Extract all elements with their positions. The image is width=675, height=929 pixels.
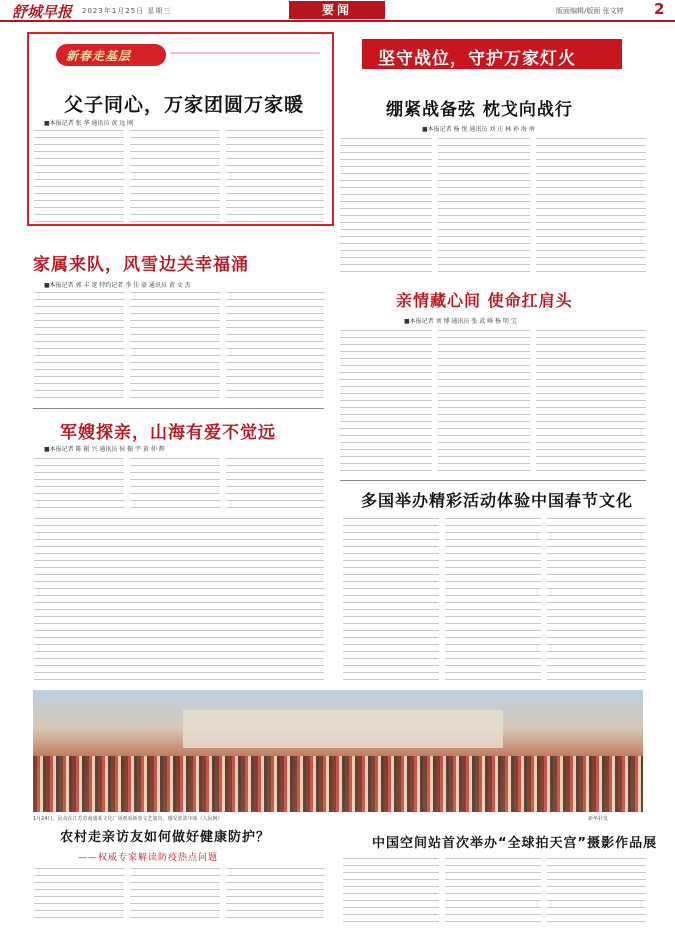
story4-body-col3	[536, 138, 646, 278]
divider-line	[33, 408, 324, 409]
story7-subhead: ——权威专家解读防疫热点问题	[78, 853, 219, 863]
story5-byline: ■本报记者 刘 博 通讯员 张 武 峰 杨 明 宝	[404, 318, 517, 325]
story8-body-col1	[343, 858, 439, 924]
left-body-lower	[34, 518, 324, 682]
story4-headline[interactable]: 绷紧战备弦 枕戈向战行	[386, 100, 573, 120]
section-title: 要闻	[289, 1, 385, 19]
story6-body-col1	[343, 518, 439, 682]
issue-date: 2023年1月25日 星期三	[82, 7, 172, 15]
page-number: 2	[654, 0, 665, 18]
photo-caption: 1月24日，民众在江苏省南通某文化广场观看新春文艺演出，感受浓浓年味（人民网）	[33, 816, 223, 822]
story5-body-col2	[438, 330, 530, 476]
story3-body-col1	[34, 458, 124, 510]
story3-headline[interactable]: 军嫂探亲，山海有爱不觉远	[60, 423, 276, 443]
story8-body-col2	[445, 858, 541, 924]
story8-headline[interactable]: 中国空间站首次举办“全球拍天宫”摄影作品展	[372, 836, 658, 851]
story3-body-col3	[226, 458, 324, 510]
story7-body-col2	[130, 868, 220, 924]
story4-body-col2	[438, 138, 530, 278]
feature-divider	[170, 52, 320, 54]
feature-headline[interactable]: 父子同心，万家团圆万家暖	[63, 94, 304, 116]
divider-line	[340, 480, 646, 481]
feature-byline: ■本报记者 张 华 通讯员 黄 远 刚	[44, 120, 134, 127]
news-photo	[33, 690, 643, 812]
story8-body-col3	[547, 858, 646, 924]
story7-body-col3	[226, 868, 324, 924]
story6-headline[interactable]: 多国举办精彩活动体验中国春节文化	[361, 491, 634, 510]
photo-stage	[183, 710, 503, 748]
story2-byline: ■本报记者 郭 丰 宽 特约记者 李 佳 豪 通讯员 黄 文 杰	[44, 282, 191, 289]
story5-headline[interactable]: 亲情藏心间 使命扛肩头	[396, 291, 573, 310]
feature-banner-label: 新春走基层	[66, 49, 132, 63]
photo-crowd	[33, 756, 643, 812]
story3-body-col2	[130, 458, 220, 510]
masthead	[0, 0, 675, 22]
story4-body-col1	[340, 138, 432, 278]
story6-body-col2	[445, 518, 541, 682]
story2-body-col3	[226, 292, 324, 402]
photo-credit: 新华社发	[588, 816, 609, 822]
story2-body-col2	[130, 292, 220, 402]
story2-headline[interactable]: 家属来队，风雪边关幸福涌	[33, 255, 249, 275]
feature-body-col2	[130, 130, 220, 222]
right-banner-title: 坚守战位，守护万家灯火	[378, 49, 576, 69]
story6-body-col3	[547, 518, 646, 682]
story7-headline[interactable]: 农村走亲访友如何做好健康防护？	[60, 830, 271, 845]
story5-body-col1	[340, 330, 432, 476]
story2-body-col1	[34, 292, 124, 402]
story4-byline: ■本报记者 杨 悦 通讯员 刘 正 林 孙 海 南	[422, 126, 535, 133]
story5-body-col3	[536, 330, 646, 476]
feature-body-col1	[34, 130, 124, 222]
story3-byline: ■本报记者 陈 振 兴 通讯员 侯 振 宇 黄 仲 辉	[44, 446, 165, 453]
feature-body-col3	[226, 130, 324, 222]
story7-body-col1	[34, 868, 124, 924]
newspaper-logo: 舒城早报	[12, 3, 73, 21]
editor-credits: 版面编辑/版面 张文婷	[556, 7, 624, 15]
